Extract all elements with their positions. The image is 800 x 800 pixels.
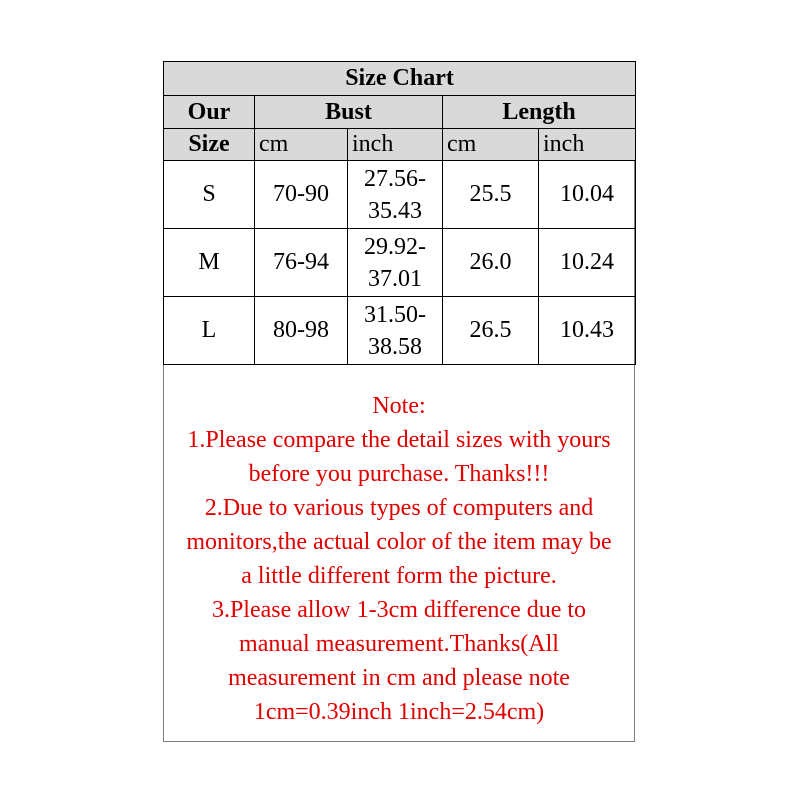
header-row [164,96,636,129]
length-cm-cell: 26.5 [443,297,539,365]
unit-length-inch: inch [539,129,636,161]
unit-row [164,129,636,161]
size-cell: L [164,297,255,365]
title-row [164,62,636,96]
note-line: 2.Due to various types of computers and [204,495,594,521]
note-block [164,389,634,729]
length-inch-cell: 10.24 [539,229,636,297]
header-length: Length [443,96,636,129]
header-our-size-top: Our [164,96,255,129]
note-line: 1cm=0.39inch 1inch=2.54cm) [253,699,545,725]
unit-bust-inch: inch [348,129,443,161]
unit-length-cm: cm [443,129,539,161]
length-inch-cell: 10.04 [539,161,636,229]
size-cell: M [164,229,255,297]
length-cm-cell: 26.0 [443,229,539,297]
note-line: 3.Please allow 1-3cm difference due to [211,597,587,623]
bust-inch-to: 35.43 [368,197,422,224]
bust-cm-cell: 70-90 [255,161,348,229]
size-cell: S [164,161,255,229]
table-row [164,229,636,297]
unit-bust-cm: cm [255,129,348,161]
length-inch-cell: 10.43 [539,297,636,365]
table-row [164,161,636,229]
note-heading: Note: [372,393,426,419]
bust-inch-cell [348,161,443,229]
note-line: 1.Please compare the detail sizes with yours [187,427,611,453]
bust-cm-cell: 80-98 [255,297,348,365]
note-line: manual measurement.Thanks(All [239,631,559,657]
bust-inch-cell [348,229,443,297]
note-line: measurement in cm and please note [228,665,570,691]
note-line: monitors,the actual color of the item may be [186,529,612,555]
bust-inch-cell [348,297,443,365]
bust-inch-from: 29.92- [364,233,426,260]
bust-inch-to: 37.01 [368,265,422,292]
chart-title: Size Chart [164,62,636,96]
bust-inch-from: 31.50- [364,301,426,328]
header-our-size-bottom: Size [164,129,255,161]
header-bust: Bust [255,96,443,129]
length-cm-cell: 25.5 [443,161,539,229]
table-row [164,297,636,365]
size-chart-table [163,61,636,365]
size-chart-sheet [163,61,635,742]
bust-cm-cell: 76-94 [255,229,348,297]
bust-inch-from: 27.56- [364,165,426,192]
note-line: a little different form the picture. [241,563,557,589]
note-line: before you purchase. Thanks!!! [248,461,550,487]
bust-inch-to: 38.58 [368,333,422,360]
